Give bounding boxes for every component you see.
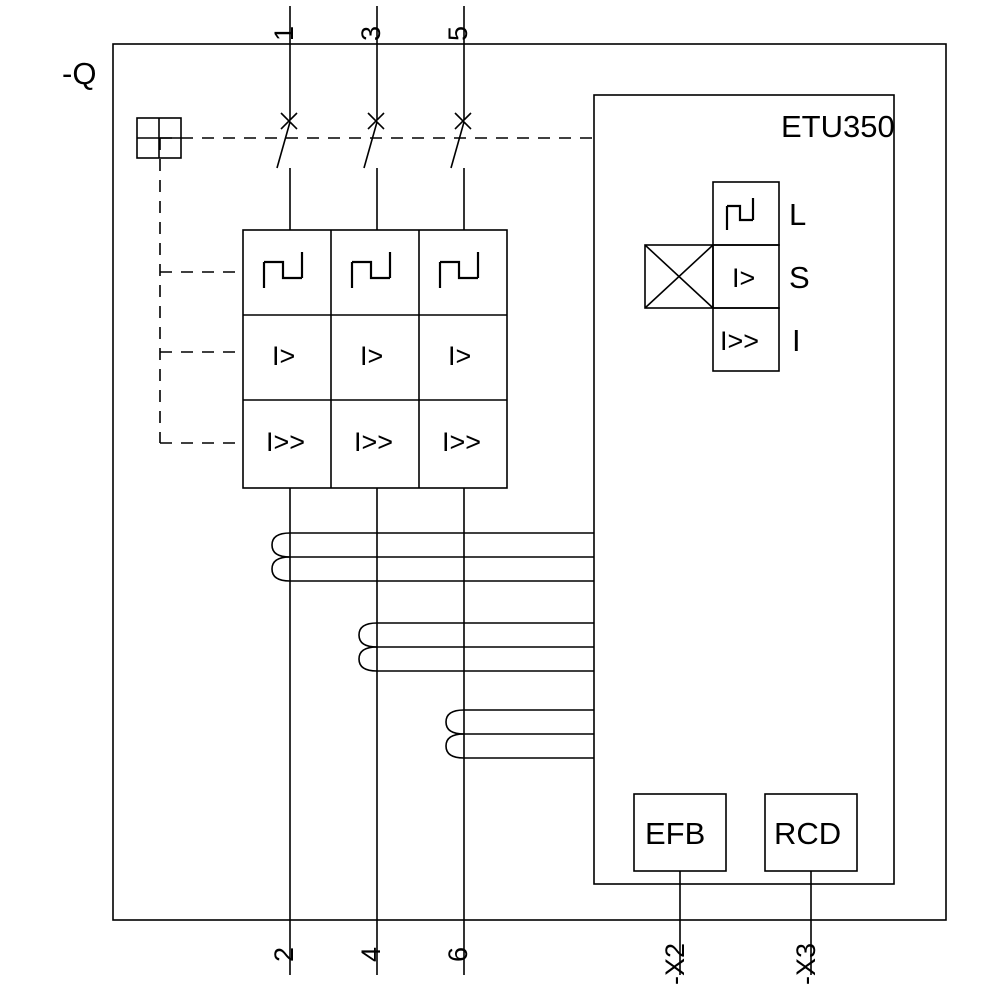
etu-label-i: I	[792, 323, 801, 358]
etu-label-s: S	[789, 260, 810, 295]
pole1-overcurrent-label: I>	[272, 341, 296, 371]
etu-shortcircuit-symbol: I>>	[720, 326, 760, 356]
terminal-label-1: 1	[269, 25, 299, 41]
contact-blade-l2	[364, 122, 377, 168]
terminal-label-3: 3	[356, 25, 386, 41]
pole1-shortcircuit-label: I>>	[266, 427, 306, 457]
pole3-overcurrent-label: I>	[448, 341, 472, 371]
pole2-shortcircuit-label: I>>	[354, 427, 394, 457]
efb-module-label: EFB	[645, 816, 706, 851]
contact-blade-l3	[451, 122, 464, 168]
device-tag-label: -Q	[62, 56, 97, 91]
terminal-label-x3: -X3	[791, 942, 821, 985]
terminal-label-5: 5	[443, 25, 473, 41]
operating-mechanism-symbol	[137, 118, 181, 158]
etu-title-label: ETU350	[781, 109, 895, 144]
pole3-shortcircuit-label: I>>	[442, 427, 482, 457]
etu-label-l: L	[789, 197, 807, 232]
contact-blade-l1	[277, 122, 290, 168]
pole2-overcurrent-label: I>	[360, 341, 384, 371]
rcd-module-label: RCD	[774, 816, 842, 851]
terminal-label-6: 6	[443, 946, 473, 962]
device-enclosure	[113, 44, 946, 920]
current-transformer-loops	[272, 533, 594, 758]
etu-enclosure	[594, 95, 894, 884]
etu-overcurrent-symbol: I>	[732, 263, 756, 293]
etu-thermal-glyph	[727, 198, 753, 230]
thermal-overload-glyphs	[264, 252, 478, 288]
terminal-label-4: 4	[356, 946, 386, 962]
terminal-label-x2: -X2	[660, 942, 690, 985]
terminal-label-2: 2	[269, 946, 299, 962]
